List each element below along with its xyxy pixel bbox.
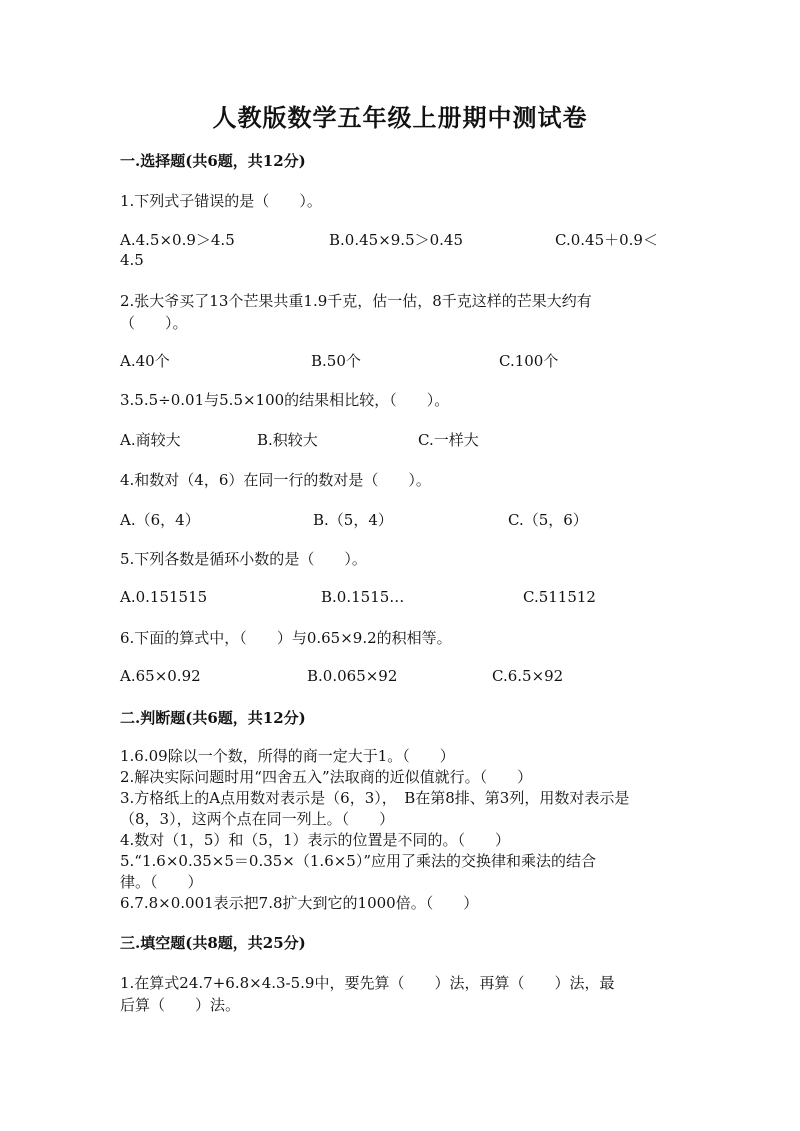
question-stem: 2.张大爷买了13个芒果共重1.9千克，估一估，8千克这样的芒果大约有 <box>120 292 592 310</box>
option-a: A.0.151515 <box>120 588 208 606</box>
statement-line: 1.6.09除以一个数，所得的商一定大于1。（ ） <box>120 747 455 765</box>
question-stem: 5.下列各数是循环小数的是（ ）。 <box>120 550 367 568</box>
question-stem-continued: （ ）。 <box>120 314 188 332</box>
fill-blank-line: 1.在算式24.7+6.8×4.3-5.9中，要先算（ ）法，再算（ ）法，最 <box>120 974 615 992</box>
question-stem: 1.下列式子错误的是（ ）。 <box>120 192 322 210</box>
section-heading-true-false: 二.判断题(共6题，共12分) <box>120 709 306 727</box>
statement-line: 5.“1.6×0.35×5＝0.35×（1.6×5）”应用了乘法的交换律和乘法的结合 <box>120 852 597 870</box>
option-b: B.积较大 <box>257 431 318 449</box>
option-c: C.100个 <box>499 352 559 370</box>
option-c: C.0.45＋0.9＜ <box>555 231 658 249</box>
option-b: B.0.065×92 <box>307 667 398 685</box>
statement-line: 4.数对（1，5）和（5，1）表示的位置是不同的。（ ） <box>120 831 510 849</box>
statement-line: 律。（ ） <box>120 873 203 891</box>
option-a: A.40个 <box>120 352 170 370</box>
option-c: C.6.5×92 <box>492 667 564 685</box>
statement-line: 3.方格纸上的A点用数对表示是（6，3）， B在第8排、第3列，用数对表示是 <box>120 789 630 807</box>
option-a: A.（6，4） <box>120 511 200 529</box>
option-a: A.65×0.92 <box>120 667 201 685</box>
option-a: A.商较大 <box>120 431 181 449</box>
option-c: C.（5，6） <box>508 511 588 529</box>
statement-line: （8，3），这两个点在同一列上。（ ） <box>120 810 395 828</box>
option-c-continued: 4.5 <box>120 251 144 269</box>
option-b: B.（5，4） <box>313 511 393 529</box>
statement-line: 2.解决实际问题时用“四舍五入”法取商的近似值就行。（ ） <box>120 768 533 786</box>
option-b: B.0.45×9.5＞0.45 <box>329 231 464 249</box>
option-b: B.50个 <box>311 352 361 370</box>
option-a: A.4.5×0.9＞4.5 <box>120 231 235 249</box>
option-c: C.一样大 <box>418 431 479 449</box>
section-heading-choice: 一.选择题(共6题，共12分) <box>120 152 306 170</box>
fill-blank-line: 后算（ ）法。 <box>120 996 241 1014</box>
question-stem: 4.和数对（4，6）在同一行的数对是（ ）。 <box>120 471 431 489</box>
section-heading-fill-blank: 三.填空题(共8题，共25分) <box>120 934 306 952</box>
page-title: 人教版数学五年级上册期中测试卷 <box>212 103 588 132</box>
option-c: C.511512 <box>523 588 596 606</box>
statement-line: 6.7.8×0.001表示把7.8扩大到它的1000倍。（ ） <box>120 894 479 912</box>
question-stem: 3.5.5÷0.01与5.5×100的结果相比较，（ ）。 <box>120 391 450 409</box>
option-b: B.0.1515… <box>321 588 405 606</box>
question-stem: 6.下面的算式中，（ ）与0.65×9.2的积相等。 <box>120 629 452 647</box>
